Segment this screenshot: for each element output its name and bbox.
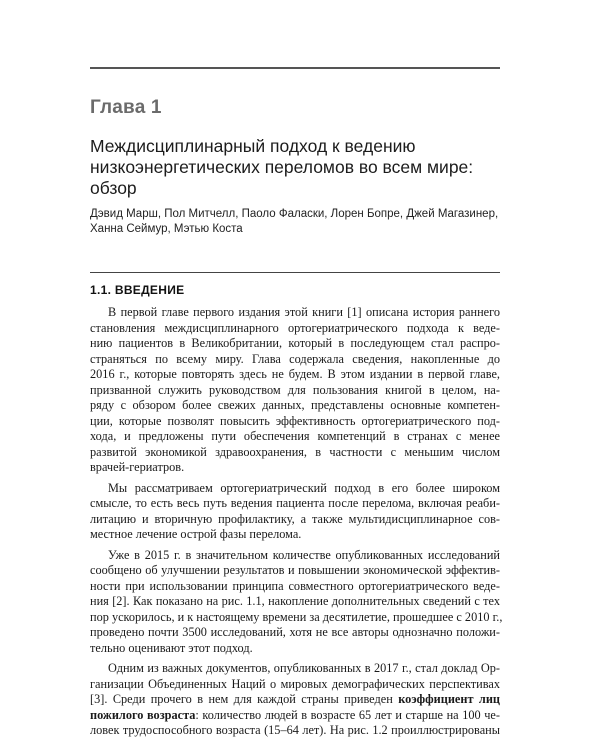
chapter-title-line: Междисциплинарный подход к ведению (90, 136, 416, 156)
body-line: ловек трудоспособного возраста (15–64 лет). На рис. 1.2 проиллюстрированы (90, 723, 500, 737)
chapter-title (90, 136, 500, 199)
body-line: пор ускорилось, и к настоящему времени за десятилетие, прошедшее с 2010 г., (90, 609, 503, 624)
body-line: ния [2]. Как показано на рис. 1.1, накопление дополнительных сведений с тех (90, 594, 500, 608)
body-line (90, 692, 500, 708)
body-line-text: : количество людей в возрасте 65 лет и старше на 100 че- (195, 707, 500, 722)
bold-term: коэффициент лиц (398, 692, 500, 706)
chapter-label: Глава 1 (90, 97, 162, 118)
body-line: нию пациентов в Великобритании, который в последующем стал распро- (90, 336, 500, 350)
section-rule (90, 272, 500, 273)
body-line: Мы рассматриваем ортогериатрический подход в его более широком (108, 480, 500, 495)
body-line: становления междисциплинарного ортогериатрического подхода к веде- (90, 320, 500, 335)
body-line: развитой экономикой здравоохранения, в частности с меньшим числом (90, 444, 500, 459)
body-line: врачей-гериатров. (90, 460, 185, 474)
authors-line: Ханна Сеймур, Мэтью Коста (90, 223, 243, 235)
body-line: страняться по всему миру. Глава содержала сведения, накопленные до (90, 351, 500, 366)
body-line: хода, и предложены пути обеспечения компетенций в странах с менее (90, 429, 500, 443)
body-line: местное лечение острой фазы перелома. (90, 527, 302, 541)
body-line: проведено почти 3500 исследований, хотя не все авторы однозначно положи- (90, 625, 500, 639)
chapter-title-line: обзор (90, 178, 137, 198)
body-line: ции, которые позволят повысить эффективность ортогериатрического под- (90, 413, 500, 428)
body-line: ряду с обзором более свежих данных, представлены основные компетен- (90, 398, 500, 412)
body-line: ности при использовании принципа совместного ортогериатрического веде- (90, 578, 500, 593)
bold-term: пожилого возраста (90, 707, 196, 722)
body-line: тельно оценивают этот подход. (90, 640, 253, 655)
section-heading: 1.1. ВВЕДЕНИЕ (90, 283, 185, 297)
body-line: Одним из важных документов, опубликованных в 2017 г., стал доклад Ор- (108, 661, 500, 675)
body-line (90, 708, 500, 724)
body-line: ганизации Объединенных Наций о мировых демографических перспективах (90, 676, 500, 691)
body-line: В первой главе первого издания этой книги [1] описана история раннего (108, 305, 500, 319)
body-line: сообщено об улучшении результатов и повышении экономической эффектив- (90, 563, 500, 577)
body-line: Уже в 2015 г. в значительном количестве опубликованных исследований (108, 547, 500, 562)
body-line: литацию и вторичную профилактику, а также мультидисциплинарное сов- (90, 511, 500, 526)
chapter-title-line: низкоэнергетических переломов во всем мире: (90, 157, 474, 177)
body-line-text: [3]. Среди прочего в нем для каждой страны приведен (90, 692, 399, 706)
body-line: смысле, то есть весь путь ведения пациента после перелома, включая реаби- (90, 496, 500, 510)
top-rule (90, 67, 500, 69)
body-line: призванной служить руководством для пользования книгой в целом, на- (90, 382, 500, 397)
section-body (90, 305, 503, 739)
body-line: 2016 г., которые повторять здесь не будем. В этом издании в первой главе, (90, 367, 500, 381)
chapter-authors (90, 207, 500, 237)
authors-line: Дэвид Марш, Пол Митчелл, Паоло Фаласки, Лорен Бопре, Джей Магазинер, (90, 208, 499, 220)
